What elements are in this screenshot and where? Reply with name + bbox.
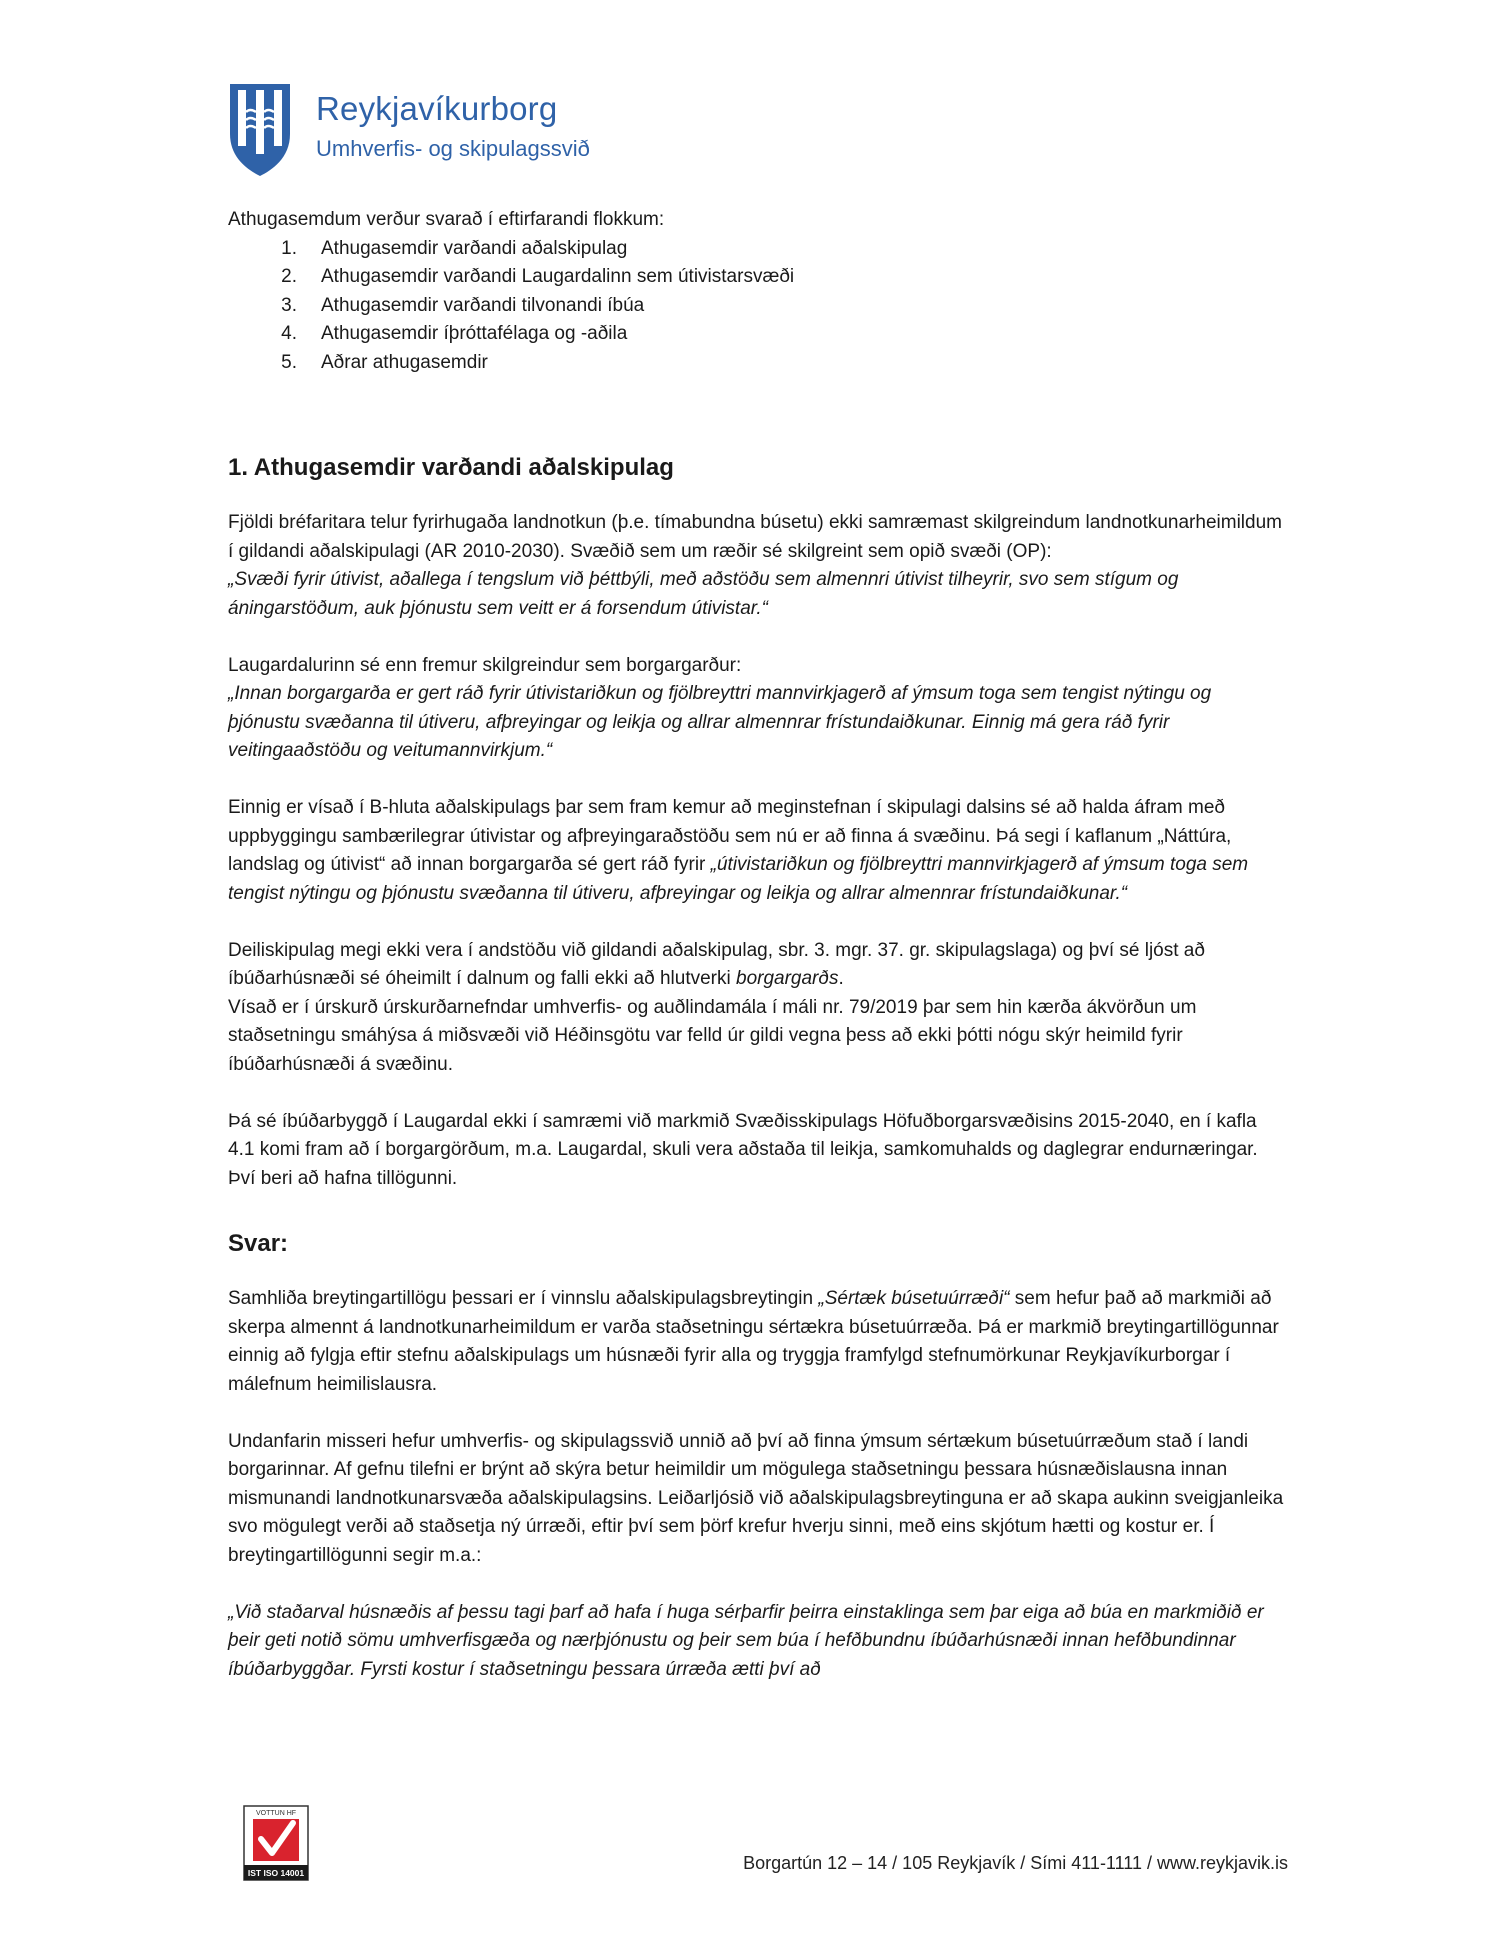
italic-term: „Sértæk búsetuúrræði“	[818, 1288, 1010, 1309]
list-item	[228, 320, 1288, 349]
quote: „Innan borgargarða er gert ráð fyrir útivistariðkun og fjölbreyttri mannvirkjagerð af ýmsum toga sem tengist nýtingu og þjónustu svæðanna til útiveru, afþreyingar og leikja og allrar almennrar frístundaiðkunar. Einnig má gera ráð fyrir veitingaaðstöðu og veitumannvirkjum.“	[228, 683, 1212, 761]
paragraph: Þá sé íbúðarbyggð í Laugardal ekki í samræmi við markmið Svæðisskipulags Höfuðborgarsvæðisins 2015-2040, en í kafla 4.1 komi fram að í borgargörðum, m.a. Laugardal, skuli vera aðstaða til leikja, samkomuhalds og daglegrar endurnæringar. Því beri að hafna tillögunni.	[228, 1110, 1258, 1189]
list-number: 5.	[281, 351, 297, 373]
paragraph	[228, 937, 1288, 994]
letter-body	[228, 206, 1288, 1713]
italic-quote: „útivistariðkun og fjölbreyttri mannvirkjagerð af ýmsum toga sem tengist nýtingu og þjónustu svæðanna til útiveru, afþreyingar og leikja og allrar almennrar frístundaiðkunar.“	[228, 854, 1249, 904]
list-item	[228, 349, 1288, 378]
text-span: Samhliða breytingartillögu þessari er í vinnslu aðalskipulagsbreytingin	[228, 1288, 819, 1309]
iso-certification-icon	[243, 1805, 309, 1881]
reykjavik-crest-icon	[228, 82, 292, 178]
paragraph: Vísað er í úrskurð úrskurðarnefndar umhverfis- og auðlindamála í máli nr. 79/2019 þar sem hin kærða ákvörðun um staðsetningu smáhýsa á miðsvæði við Héðinsgötu var felld úr gildi vegna þess að ekki þótti nógu skýr heimild fyrir íbúðarhúsnæði á svæðinu.	[228, 996, 1197, 1075]
iso-top-text: VOTTUN HF	[255, 1810, 297, 1817]
paragraph	[228, 1285, 1288, 1399]
paragraph: Undanfarin misseri hefur umhverfis- og skipulagssvið unnið að því að finna ýmsum sértækum búsetuúrræðum stað í landi borgarinnar. Af gefnu tilefni er brýnt að skýra betur heimildir um mögulega staðsetningu þessara húsnæðislausna innan mismunandi landnotkunarsvæða aðalskipulagsins. Leiðarljósið við aðalskipulagsbreytinguna er að skapa aukinn sveigjanleika svo mögulegt verði að staðsetja ný úrræði, eftir því sem þörf krefur hverju sinni, með eins skjótum hætti og kostur er. Í breytingartillögunni segir m.a.:	[228, 1430, 1284, 1566]
reykjavik-logo	[228, 82, 628, 182]
quote: „Svæði fyrir útivist, aðallega í tengslum við þéttbýli, með aðstöðu sem almennri útivist tilheyrir, svo sem stígum og áningarstöðum, auk þjónustu sem veitt er á forsendum útivistar.“	[228, 569, 1179, 619]
paragraph: Laugardalurinn sé enn fremur skilgreindur sem borgargarður:	[228, 654, 742, 676]
text-span: .	[838, 968, 844, 989]
text-span: Deiliskipulag megi ekki vera í andstöðu við gildandi aðalskipulag, sbr. 3. mgr. 37. gr. skipulagslaga) og því sé ljóst að íbúðarhúsnæði sé óheimilt í dalnum og falli ekki að hlutverki	[228, 939, 1205, 989]
list-text: Aðrar athugasemdir	[321, 351, 488, 373]
category-list	[228, 235, 1288, 378]
iso-label: IST ISO 14001	[247, 1868, 305, 1878]
text-span: sem hefur það að markmiði að skerpa almennt á landnotkunarheimildum er varða staðsetningu sértækra búsetuúrræða. Þá er markmið breytingartillögunnar einnig að fylgja eftir stefnu aðalskipulags um húsnæði fyrir alla og tryggja framfylgd stefnumörkunar Reykjavíkurborgar í málefnum heimilislausra.	[228, 1288, 1279, 1395]
footer-address: Borgartún 12 – 14 / 105 Reykjavík / Sími 411-1111 / www.reykjavik.is	[743, 1853, 1288, 1873]
department-name: Umhverfis- og skipulagssvið	[316, 136, 590, 161]
list-text: Athugasemdir íþróttafélaga og -aðila	[321, 323, 628, 344]
list-text: Athugasemdir varðandi aðalskipulag	[321, 237, 628, 259]
list-text: Athugasemdir varðandi Laugardalinn sem útivistarsvæði	[321, 266, 795, 287]
list-number: 2.	[281, 266, 297, 287]
list-text: Athugasemdir varðandi tilvonandi íbúa	[321, 294, 645, 316]
list-number: 1.	[281, 237, 297, 259]
paragraph	[228, 794, 1288, 908]
list-item	[228, 263, 1288, 292]
quote: „Við staðarval húsnæðis af þessu tagi þarf að hafa í huga sérþarfir þeirra einstaklinga sem þar eiga að búa en markmiðið er þeir geti notið sömu umhverfisgæða og nærþjónustu og þeir sem búa í hefðbundnu íbúðarhúsnæði innan hefðbundinnar íbúðarbyggðar. Fyrsti kostur í staðsetningu þessara úrræða ætti því að	[228, 1601, 1264, 1680]
list-number: 4.	[281, 323, 297, 344]
org-name: Reykjavíkurborg	[316, 90, 558, 127]
text-span: Einnig er vísað í B-hluta aðalskipulags þar sem fram kemur að meginstefnan í skipulagi dalsins sé að halda áfram með uppbyggingu sambærilegrar útivistar og afþreyingaraðstöðu sem nú er að finna á svæðinu. Þá segi í kaflanum „Náttúra, landslag og útivist“ að innan borgargarða sé gert ráð fyrir	[228, 797, 1232, 875]
italic-term: borgargarðs	[736, 968, 839, 989]
section-heading: 1. Athugasemdir varðandi aðalskipulag	[228, 454, 674, 481]
list-number: 3.	[281, 294, 297, 316]
answer-heading: Svar:	[228, 1230, 289, 1257]
intro-text: Athugasemdum verður svarað í eftirfarandi flokkum:	[228, 209, 665, 230]
list-item	[228, 235, 1288, 264]
list-item	[228, 292, 1288, 321]
paragraph: Fjöldi bréfaritara telur fyrirhugaða landnotkun (þ.e. tímabundna búsetu) ekki samræmast skilgreindum landnotkunarheimildum í gildandi aðalskipulagi (AR 2010-2030). Svæðið sem um ræðir sé skilgreint sem opið svæði (OP):	[228, 512, 1282, 562]
